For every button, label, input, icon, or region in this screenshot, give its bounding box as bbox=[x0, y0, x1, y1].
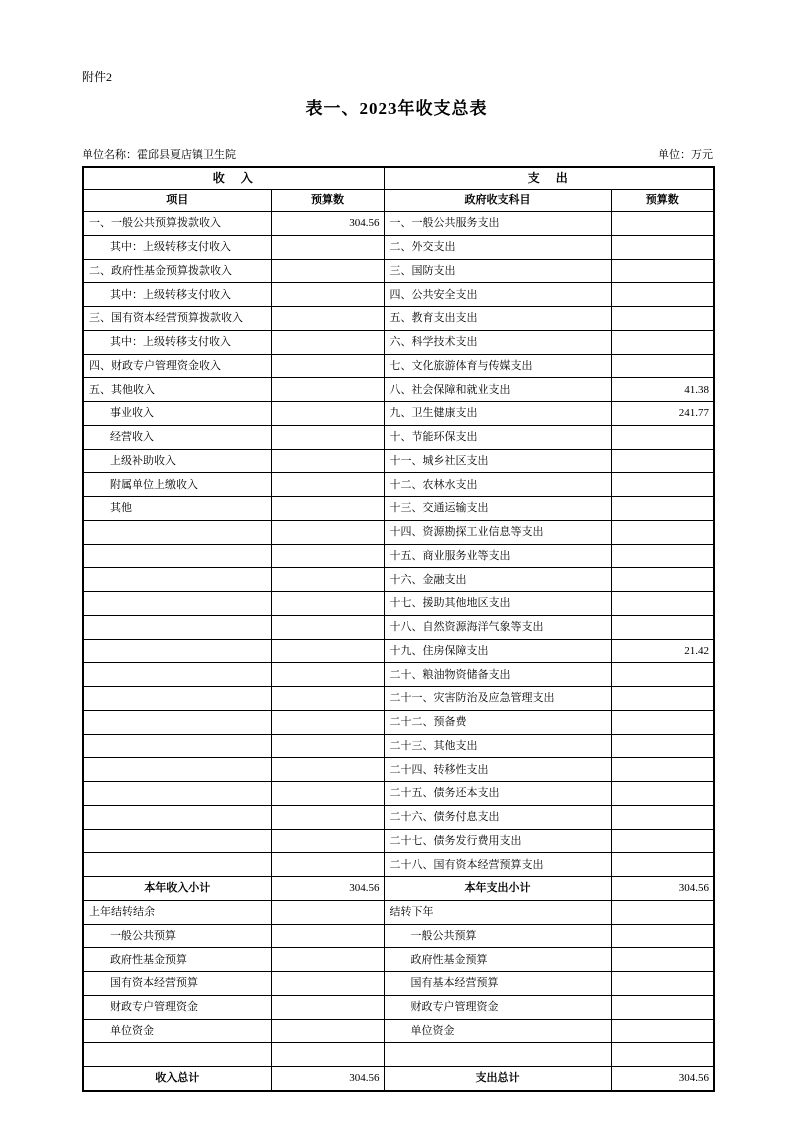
income-item-cell bbox=[83, 663, 271, 687]
expense-budget-cell: 304.56 bbox=[611, 877, 714, 901]
income-budget-cell: 304.56 bbox=[271, 877, 384, 901]
col-header-expense-subject: 政府收支科目 bbox=[384, 190, 611, 212]
table-row bbox=[83, 1043, 714, 1067]
expense-item-cell: 十六、金融支出 bbox=[384, 568, 611, 592]
expense-budget-cell bbox=[611, 758, 714, 782]
expense-budget-cell bbox=[611, 948, 714, 972]
income-section-header: 收 入 bbox=[83, 167, 384, 190]
expense-budget-cell bbox=[611, 995, 714, 1019]
income-item-cell: 一般公共预算 bbox=[83, 924, 271, 948]
income-item-cell: 四、财政专户管理资金收入 bbox=[83, 354, 271, 378]
income-budget-cell bbox=[271, 283, 384, 307]
expense-budget-cell bbox=[611, 805, 714, 829]
table-row bbox=[83, 544, 714, 568]
expense-budget-cell bbox=[611, 497, 714, 521]
summary-row bbox=[83, 877, 714, 901]
income-item-cell: 收入总计 bbox=[83, 1067, 271, 1092]
income-item-cell bbox=[83, 568, 271, 592]
expense-budget-cell bbox=[611, 829, 714, 853]
income-item-cell: 其他 bbox=[83, 497, 271, 521]
table-row bbox=[83, 592, 714, 616]
expense-budget-cell bbox=[611, 734, 714, 758]
expense-item-cell: 十五、商业服务业等支出 bbox=[384, 544, 611, 568]
expense-budget-cell bbox=[611, 568, 714, 592]
expense-item-cell: 一般公共预算 bbox=[384, 924, 611, 948]
income-item-cell: 经营收入 bbox=[83, 425, 271, 449]
income-budget-cell bbox=[271, 259, 384, 283]
income-budget-cell bbox=[271, 354, 384, 378]
table-row bbox=[83, 425, 714, 449]
table-row bbox=[83, 829, 714, 853]
income-budget-cell bbox=[271, 687, 384, 711]
income-budget-cell bbox=[271, 378, 384, 402]
page-title: 表一、2023年收支总表 bbox=[305, 99, 488, 118]
income-budget-cell bbox=[271, 639, 384, 663]
income-budget-cell bbox=[271, 948, 384, 972]
attachment-label: 附件2 bbox=[82, 70, 113, 84]
expense-item-cell: 六、科学技术支出 bbox=[384, 330, 611, 354]
summary-row bbox=[83, 1067, 714, 1092]
expense-item-cell: 二十八、国有资本经营预算支出 bbox=[384, 853, 611, 877]
income-budget-cell bbox=[271, 995, 384, 1019]
table-row bbox=[83, 615, 714, 639]
table-row bbox=[83, 734, 714, 758]
table-row bbox=[83, 758, 714, 782]
income-budget-cell bbox=[271, 829, 384, 853]
expense-item-cell: 十二、农林水支出 bbox=[384, 473, 611, 497]
expense-item-cell: 二十六、债务付息支出 bbox=[384, 805, 611, 829]
expense-budget-cell bbox=[611, 212, 714, 236]
table-row bbox=[83, 449, 714, 473]
income-item-cell bbox=[83, 1043, 271, 1067]
expense-item-cell: 二十、粮油物资储备支出 bbox=[384, 663, 611, 687]
table-row bbox=[83, 805, 714, 829]
income-budget-cell bbox=[271, 758, 384, 782]
income-budget-cell bbox=[271, 473, 384, 497]
expense-item-cell: 十九、住房保障支出 bbox=[384, 639, 611, 663]
income-item-cell bbox=[83, 592, 271, 616]
table-row bbox=[83, 924, 714, 948]
income-item-cell: 一、一般公共预算拨款收入 bbox=[83, 212, 271, 236]
expense-budget-cell bbox=[611, 473, 714, 497]
table-row bbox=[83, 307, 714, 331]
expense-item-cell: 政府性基金预算 bbox=[384, 948, 611, 972]
col-header-income-item: 项目 bbox=[83, 190, 271, 212]
expense-budget-cell bbox=[611, 782, 714, 806]
table-row bbox=[83, 687, 714, 711]
income-item-cell: 其中：上级转移支付收入 bbox=[83, 235, 271, 259]
income-item-cell: 二、政府性基金预算拨款收入 bbox=[83, 259, 271, 283]
table-row bbox=[83, 473, 714, 497]
income-item-cell: 上级补助收入 bbox=[83, 449, 271, 473]
table-row bbox=[83, 283, 714, 307]
table-row bbox=[83, 568, 714, 592]
expense-budget-cell bbox=[611, 235, 714, 259]
expense-item-cell: 单位资金 bbox=[384, 1019, 611, 1043]
income-item-cell: 政府性基金预算 bbox=[83, 948, 271, 972]
expense-budget-cell bbox=[611, 354, 714, 378]
expense-item-cell: 二、外交支出 bbox=[384, 235, 611, 259]
expense-item-cell: 财政专户管理资金 bbox=[384, 995, 611, 1019]
expense-budget-cell bbox=[611, 425, 714, 449]
expense-budget-cell bbox=[611, 853, 714, 877]
income-budget-cell bbox=[271, 900, 384, 924]
income-item-cell bbox=[83, 758, 271, 782]
unit-name-label: 单位名称：霍邱县夏店镇卫生院 bbox=[82, 149, 236, 161]
table-row bbox=[83, 900, 714, 924]
table-row bbox=[83, 853, 714, 877]
income-budget-cell bbox=[271, 520, 384, 544]
income-budget-cell bbox=[271, 544, 384, 568]
expense-item-cell: 二十三、其他支出 bbox=[384, 734, 611, 758]
expense-item-cell: 二十五、债务还本支出 bbox=[384, 782, 611, 806]
expense-item-cell: 十三、交通运输支出 bbox=[384, 497, 611, 521]
income-item-cell bbox=[83, 710, 271, 734]
expense-budget-cell: 304.56 bbox=[611, 1067, 714, 1092]
table-row bbox=[83, 212, 714, 236]
expense-budget-cell bbox=[611, 710, 714, 734]
table-row bbox=[83, 497, 714, 521]
expense-item-cell: 十一、城乡社区支出 bbox=[384, 449, 611, 473]
income-budget-cell bbox=[271, 449, 384, 473]
table-row bbox=[83, 972, 714, 996]
expense-budget-cell bbox=[611, 283, 714, 307]
currency-unit-label: 单位：万元 bbox=[658, 149, 713, 161]
income-item-cell bbox=[83, 520, 271, 544]
income-budget-cell bbox=[271, 710, 384, 734]
expense-item-cell: 支出总计 bbox=[384, 1067, 611, 1092]
expense-item-cell: 九、卫生健康支出 bbox=[384, 402, 611, 426]
income-item-cell: 三、国有资本经营预算拨款收入 bbox=[83, 307, 271, 331]
table-row bbox=[83, 378, 714, 402]
table-row bbox=[83, 402, 714, 426]
expense-item-cell: 十、节能环保支出 bbox=[384, 425, 611, 449]
expense-item-cell: 国有基本经营预算 bbox=[384, 972, 611, 996]
expense-budget-cell bbox=[611, 259, 714, 283]
income-item-cell: 附属单位上缴收入 bbox=[83, 473, 271, 497]
income-budget-cell bbox=[271, 972, 384, 996]
income-item-cell bbox=[83, 853, 271, 877]
expense-budget-cell bbox=[611, 544, 714, 568]
expense-item-cell: 二十四、转移性支出 bbox=[384, 758, 611, 782]
income-budget-cell bbox=[271, 615, 384, 639]
expense-budget-cell bbox=[611, 520, 714, 544]
income-budget-cell bbox=[271, 592, 384, 616]
section-header-row bbox=[83, 167, 714, 190]
income-budget-cell bbox=[271, 782, 384, 806]
income-budget-cell bbox=[271, 853, 384, 877]
expense-budget-cell: 241.77 bbox=[611, 402, 714, 426]
expense-budget-cell bbox=[611, 924, 714, 948]
expense-budget-cell bbox=[611, 1019, 714, 1043]
expense-item-cell: 一、一般公共服务支出 bbox=[384, 212, 611, 236]
table-row bbox=[83, 782, 714, 806]
column-header-row bbox=[83, 190, 714, 212]
income-budget-cell bbox=[271, 235, 384, 259]
table-row bbox=[83, 354, 714, 378]
income-budget-cell bbox=[271, 1019, 384, 1043]
table-row bbox=[83, 639, 714, 663]
income-item-cell: 国有资本经营预算 bbox=[83, 972, 271, 996]
expense-budget-cell bbox=[611, 687, 714, 711]
table-body bbox=[83, 212, 714, 1092]
expense-item-cell: 结转下年 bbox=[384, 900, 611, 924]
income-budget-cell bbox=[271, 1043, 384, 1067]
expense-budget-cell: 41.38 bbox=[611, 378, 714, 402]
expense-item-cell: 二十二、预备费 bbox=[384, 710, 611, 734]
income-item-cell: 上年结转结余 bbox=[83, 900, 271, 924]
income-item-cell bbox=[83, 805, 271, 829]
expense-item-cell: 八、社会保障和就业支出 bbox=[384, 378, 611, 402]
income-budget-cell: 304.56 bbox=[271, 212, 384, 236]
income-budget-cell bbox=[271, 805, 384, 829]
expense-budget-cell bbox=[611, 663, 714, 687]
expense-budget-cell bbox=[611, 592, 714, 616]
income-item-cell bbox=[83, 615, 271, 639]
expense-budget-cell bbox=[611, 972, 714, 996]
income-item-cell bbox=[83, 734, 271, 758]
table-row bbox=[83, 235, 714, 259]
income-item-cell: 五、其他收入 bbox=[83, 378, 271, 402]
expense-budget-cell: 21.42 bbox=[611, 639, 714, 663]
table-row bbox=[83, 259, 714, 283]
expense-item-cell: 二十一、灾害防治及应急管理支出 bbox=[384, 687, 611, 711]
expense-item-cell: 十八、自然资源海洋气象等支出 bbox=[384, 615, 611, 639]
income-budget-cell bbox=[271, 663, 384, 687]
income-budget-cell: 304.56 bbox=[271, 1067, 384, 1092]
col-header-income-budget: 预算数 bbox=[271, 190, 384, 212]
expense-budget-cell bbox=[611, 900, 714, 924]
expense-item-cell bbox=[384, 1043, 611, 1067]
income-item-cell: 财政专户管理资金 bbox=[83, 995, 271, 1019]
table-row bbox=[83, 995, 714, 1019]
expense-item-cell: 五、教育支出支出 bbox=[384, 307, 611, 331]
expense-budget-cell bbox=[611, 1043, 714, 1067]
expense-item-cell: 四、公共安全支出 bbox=[384, 283, 611, 307]
income-budget-cell bbox=[271, 425, 384, 449]
expense-item-cell: 十四、资源勘探工业信息等支出 bbox=[384, 520, 611, 544]
income-item-cell bbox=[83, 829, 271, 853]
table-row bbox=[83, 710, 714, 734]
expense-budget-cell bbox=[611, 615, 714, 639]
income-item-cell bbox=[83, 782, 271, 806]
expense-section-header: 支 出 bbox=[384, 167, 714, 190]
income-budget-cell bbox=[271, 497, 384, 521]
expense-budget-cell bbox=[611, 330, 714, 354]
col-header-expense-budget: 预算数 bbox=[611, 190, 714, 212]
income-item-cell bbox=[83, 639, 271, 663]
income-budget-cell bbox=[271, 734, 384, 758]
income-item-cell: 其中：上级转移支付收入 bbox=[83, 283, 271, 307]
meta-row bbox=[82, 146, 713, 162]
income-budget-cell bbox=[271, 568, 384, 592]
table-row bbox=[83, 520, 714, 544]
income-item-cell: 事业收入 bbox=[83, 402, 271, 426]
income-item-cell: 其中：上级转移支付收入 bbox=[83, 330, 271, 354]
expense-item-cell: 十七、援助其他地区支出 bbox=[384, 592, 611, 616]
table-row bbox=[83, 1019, 714, 1043]
expense-item-cell: 二十七、债务发行费用支出 bbox=[384, 829, 611, 853]
expense-budget-cell bbox=[611, 307, 714, 331]
income-item-cell bbox=[83, 544, 271, 568]
income-budget-cell bbox=[271, 402, 384, 426]
income-budget-cell bbox=[271, 307, 384, 331]
expense-item-cell: 三、国防支出 bbox=[384, 259, 611, 283]
income-item-cell: 本年收入小计 bbox=[83, 877, 271, 901]
expense-budget-cell bbox=[611, 449, 714, 473]
table-row bbox=[83, 330, 714, 354]
table-row bbox=[83, 948, 714, 972]
budget-table bbox=[82, 166, 715, 1092]
income-item-cell bbox=[83, 687, 271, 711]
table-row bbox=[83, 663, 714, 687]
expense-item-cell: 本年支出小计 bbox=[384, 877, 611, 901]
income-item-cell: 单位资金 bbox=[83, 1019, 271, 1043]
income-budget-cell bbox=[271, 330, 384, 354]
income-budget-cell bbox=[271, 924, 384, 948]
expense-item-cell: 七、文化旅游体育与传媒支出 bbox=[384, 354, 611, 378]
